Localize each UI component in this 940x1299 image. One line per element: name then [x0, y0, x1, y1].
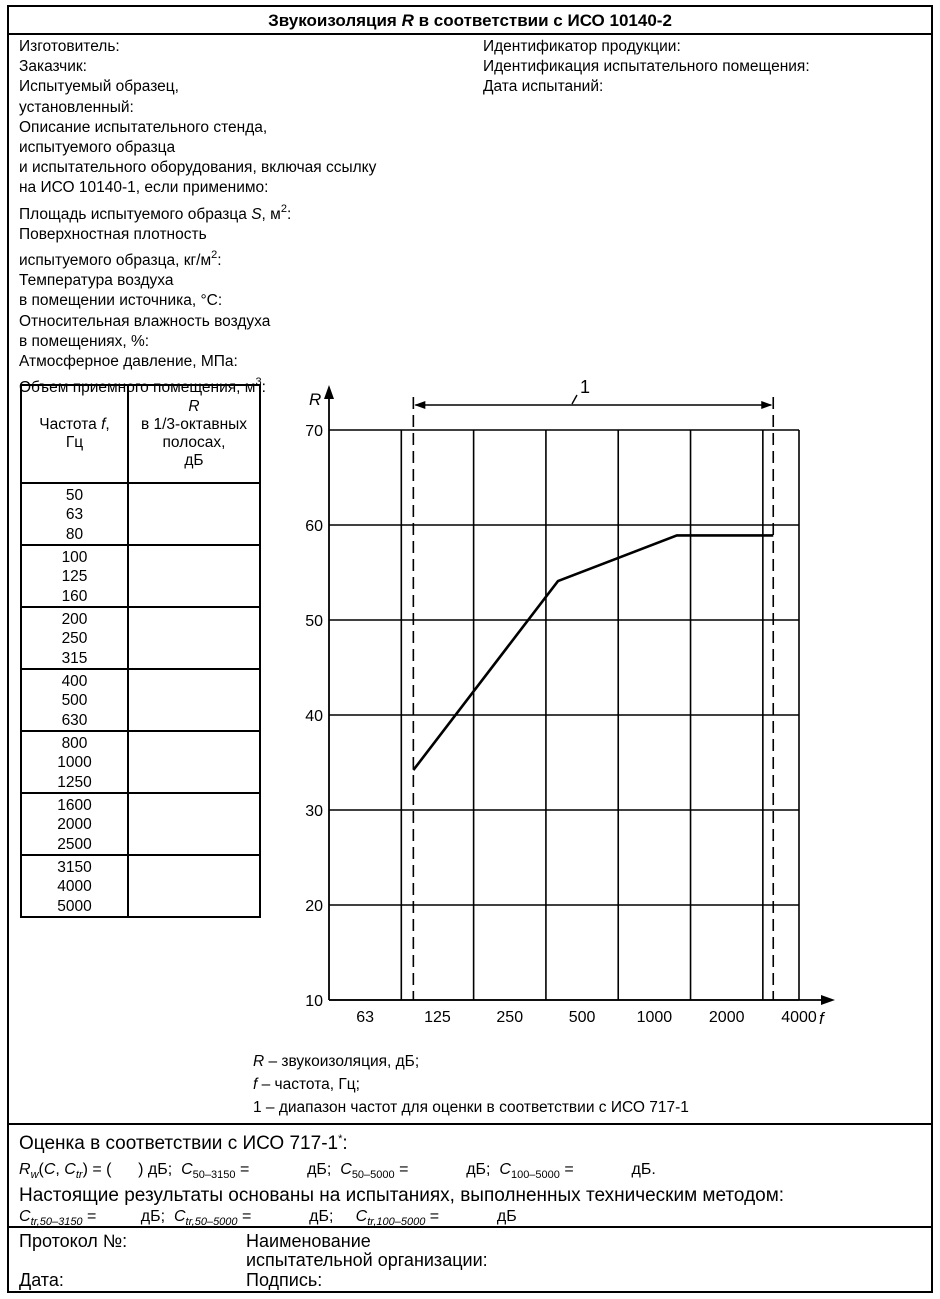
y-tick-label: 60	[305, 518, 323, 535]
x-axis-label: f	[819, 1009, 824, 1028]
y-tick-label: 20	[305, 898, 323, 915]
sound-insulation-chart	[9, 7, 931, 1047]
header-r-value: R в 1/3-октавных полосах, дБ	[128, 385, 260, 483]
y-tick-label: 70	[305, 423, 323, 440]
freq-cell: 50 63 80	[21, 483, 128, 545]
y-axis-arrow	[324, 385, 334, 399]
field-manufacturer: Изготовитель:	[19, 38, 120, 55]
field-humidity-1: Относительная влажность воздуха	[19, 312, 271, 330]
freq-cell: 3150 4000 5000	[21, 855, 128, 917]
field-product-id: Идентификатор продукции:	[483, 38, 681, 55]
ctr-line: $C_{tr,50-3150}$ = дБ; $C_{tr,50-5000}$ = дБ; $C_{tr,100-5000}$ = дБ	[19, 1208, 517, 1228]
x-tick-label: 125	[424, 1009, 451, 1026]
protocol-label: Протокол №:	[19, 1231, 128, 1251]
field-humidity-2: в помещениях, %:	[19, 332, 150, 350]
reference-curve	[413, 535, 773, 770]
header-frequency: Частота f, Гц	[21, 385, 128, 483]
page-title: Звукоизоляция R в соответствии с ИСО 10140-2	[268, 11, 672, 30]
y-axis-label: R	[309, 390, 322, 409]
field-description-2: испытуемого образца	[19, 139, 176, 157]
x-tick-label: 1000	[636, 1009, 673, 1026]
field-description-4: на ИСО 10140-1, если применимо:	[19, 179, 269, 197]
report-form	[7, 5, 933, 1293]
signature-label: Подпись:	[246, 1270, 323, 1290]
y-tick-label: 50	[305, 613, 323, 630]
x-tick-label: 500	[568, 1009, 596, 1026]
range-label-leader	[572, 395, 577, 404]
x-tick-label: 250	[496, 1009, 524, 1026]
freq-cell: 1600 2000 2500	[21, 793, 128, 855]
range-label: 1	[580, 377, 591, 397]
x-tick-label: 4000	[781, 1009, 817, 1026]
organization-label-1: Наименование	[246, 1231, 371, 1251]
field-area: Площадь испытуемого образца S, $м^2$:	[19, 202, 292, 223]
field-temperature-2: в помещении источника, °С:	[19, 292, 223, 310]
field-temperature-1: Температура воздуха	[19, 272, 174, 290]
legend-range: 1 – диапазон частот для оценки в соответствии с ИСО 717-1	[253, 1099, 689, 1116]
field-description-1: Описание испытательного стенда,	[19, 118, 268, 136]
x-axis-arrow	[821, 995, 835, 1005]
field-density-1: Поверхностная плотность	[19, 225, 207, 243]
x-tick-label: 2000	[708, 1009, 745, 1026]
date-label: Дата:	[19, 1270, 64, 1290]
footer-divider	[9, 1226, 931, 1228]
legend-r: R – звукоизоляция, дБ;	[253, 1053, 420, 1070]
freq-cell: 200 250 315	[21, 607, 128, 669]
field-volume: Объем приемного помещения, $м^3$:	[19, 376, 266, 397]
field-room-id: Идентификация испытательного помещения:	[483, 58, 810, 76]
legend-f: f – частота, Гц;	[253, 1076, 360, 1093]
range-arrow-head-right	[761, 401, 772, 409]
y-tick-label: 30	[305, 803, 323, 820]
rw-line: $R_w(C$, $C_{tr}$) = ( ) дБ; $C_{50-3150}$ = дБ; $C_{50-5000}$ = дБ; $C_{100-5000}$ = дБ.	[19, 1161, 656, 1181]
evaluation-title: Оценка в соответствии с ИСО 717-1*:	[19, 1133, 348, 1154]
y-tick-label: 40	[305, 708, 323, 725]
field-specimen-1: Испытуемый образец,	[19, 78, 179, 96]
field-description-3: и испытательного оборудования, включая ссылку	[19, 159, 377, 177]
field-density-2: испытуемого образца, $кг/м^2$:	[19, 249, 222, 270]
evaluation-divider	[9, 1123, 931, 1125]
field-customer: Заказчик:	[19, 58, 87, 76]
field-test-date: Дата испытаний:	[483, 78, 604, 96]
freq-cell: 400 500 630	[21, 669, 128, 731]
method-line: Настоящие результаты основаны на испытаниях, выполненных техническим методом:	[19, 1185, 785, 1206]
field-pressure: Атмосферное давление, МПа:	[19, 353, 238, 371]
y-tick-label: 10	[305, 993, 323, 1010]
x-tick-label: 63	[356, 1009, 375, 1026]
field-specimen-2: установленный:	[19, 98, 134, 116]
freq-cell: 800 1000 1250	[21, 731, 128, 793]
range-arrow-head-left	[414, 401, 425, 409]
freq-cell: 100 125 160	[21, 545, 128, 607]
evaluation-section	[19, 1127, 924, 1228]
organization-label-2: испытательной организации:	[246, 1250, 488, 1270]
